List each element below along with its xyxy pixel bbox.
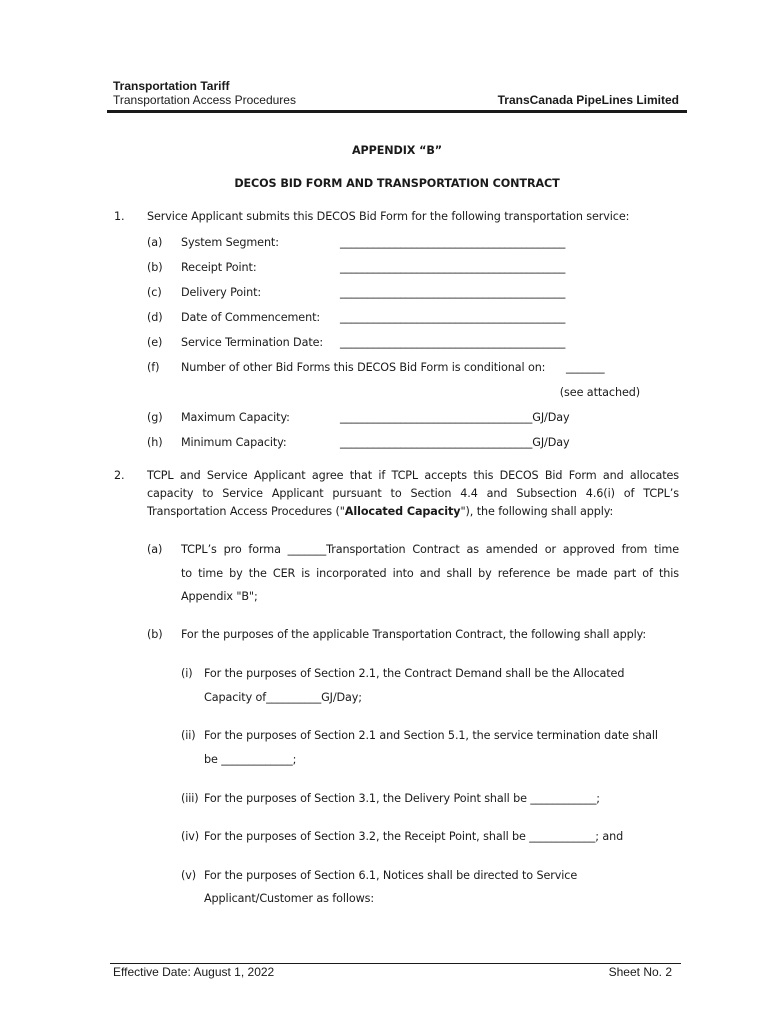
item-text: Maximum Capacity: [181,411,290,424]
section-1-number: 1. [114,210,125,223]
sheet-number: Sheet No. 2 [608,965,672,979]
receipt-point-blank[interactable]: _________________________________________ [340,261,566,274]
sub-v-line-2: Applicant/Customer as follows: [204,892,375,905]
footer-rule [110,963,681,964]
item-text: Minimum Capacity: [181,436,287,449]
item-label: (h) [147,436,163,449]
appendix-title: APPENDIX “B” [351,144,443,157]
see-attached-note: (see attached) [559,386,640,399]
allocated-capacity-term: Allocated Capacity [344,505,461,518]
item-label: (b) [147,261,163,274]
bid-forms-count-blank[interactable]: _______ [566,361,605,374]
sub-i-line-1: For the purposes of Section 2.1, the Contract Demand shall be the Allocated [204,667,625,680]
item-label: (e) [147,336,163,349]
section-2-a-line-3: Appendix "B"; [181,590,258,603]
item-text: Receipt Point: [181,261,257,274]
item-label: (f) [147,361,160,374]
item-text: Number of other Bid Forms this DECOS Bid Form is conditional on: [181,361,546,374]
tariff-subtitle: Transportation Access Procedures [113,93,296,107]
line-3-start: Transportation Access Procedures (" [147,505,345,518]
sub-ii-label: (ii) [181,729,196,742]
item-label: (a) [147,236,163,249]
item-text: Service Termination Date: [181,336,324,349]
item-label: (d) [147,311,163,324]
sub-iv-text: For the purposes of Section 3.2, the Receipt Point, shall be ____________; and [204,830,624,843]
sub-i-line-2: Capacity of__________GJ/Day; [204,691,362,704]
item-label: (c) [147,286,162,299]
sub-i-label: (i) [181,667,193,680]
section-2-a-line-1: TCPL’s pro forma _______Transportation Contract as amended or approved from time [181,543,679,556]
sub-iv-label: (iv) [181,830,200,843]
section-2-b-text: For the purposes of the applicable Transportation Contract, the following shall apply: [181,628,647,641]
section-2-line-2: capacity to Service Applicant pursuant to Section 4.4 and Subsection 4.6(i) of TCPL’s [147,487,679,500]
termination-date-blank[interactable]: _________________________________________ [340,336,566,349]
section-2-line-1: TCPL and Service Applicant agree that if TCPL accepts this DECOS Bid Form and allocates [147,469,679,482]
commencement-date-blank[interactable]: _________________________________________ [340,311,566,324]
item-text: Date of Commencement: [181,311,321,324]
item-text: System Segment: [181,236,279,249]
minimum-capacity-blank[interactable]: ___________________________________GJ/Day [340,436,570,449]
sub-ii-line-1: For the purposes of Section 2.1 and Section 5.1, the service termination date shall [204,729,658,742]
maximum-capacity-blank[interactable]: ___________________________________GJ/Day [340,411,570,424]
tariff-title: Transportation Tariff [113,79,230,93]
sub-v-label: (v) [181,869,197,882]
sub-v-line-1: For the purposes of Section 6.1, Notices shall be directed to Service [204,869,578,882]
effective-date: Effective Date: August 1, 2022 [113,965,275,979]
system-segment-blank[interactable]: _________________________________________ [340,236,566,249]
sub-iii-text: For the purposes of Section 3.1, the Delivery Point shall be ____________; [204,792,600,805]
section-2-a-label: (a) [147,543,163,556]
section-2-number: 2. [114,469,125,482]
item-text: Delivery Point: [181,286,262,299]
section-1-intro: Service Applicant submits this DECOS Bid Form for the following transportation service: [147,210,630,223]
line-3-end: "), the following shall apply: [460,505,614,518]
sub-iii-label: (iii) [181,792,199,805]
company-name: TransCanada PipeLines Limited [497,93,679,107]
sub-ii-line-2: be _____________; [204,753,297,766]
delivery-point-blank[interactable]: _________________________________________ [340,286,566,299]
section-2-b-label: (b) [147,628,163,641]
section-2-line-3 [147,505,613,518]
header-rule [107,110,687,113]
item-label: (g) [147,411,163,424]
form-title: DECOS BID FORM AND TRANSPORTATION CONTRACT [234,177,560,190]
section-2-a-line-2: to time by the CER is incorporated into and shall by reference be made part of this [181,567,679,580]
